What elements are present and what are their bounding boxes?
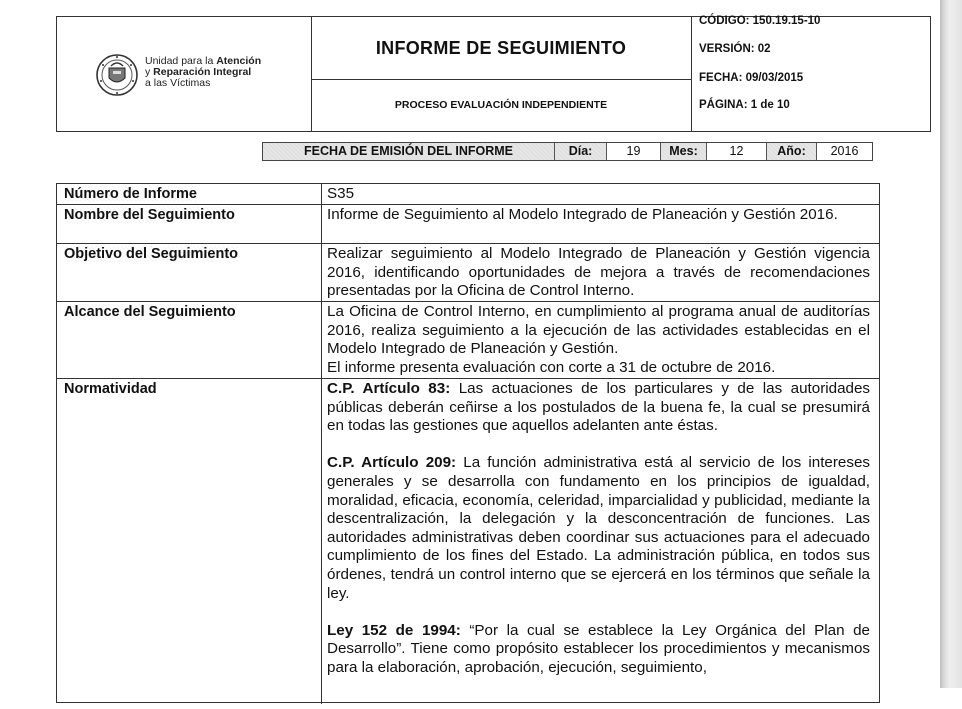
row-label-report-number: Número de Informe bbox=[64, 186, 197, 202]
version-label: VERSIÓN: 02 bbox=[699, 43, 771, 55]
logo-cell bbox=[57, 17, 312, 131]
month-value: 12 bbox=[707, 143, 767, 160]
logo-wordmark: Unidad para la Atención y Reparación Integral a las Víctimas bbox=[145, 55, 262, 89]
emission-label: FECHA DE EMISIÓN DEL INFORME bbox=[263, 143, 555, 160]
regulation-cp-83: C.P. Artículo 83: Las actuaciones de los particulares y de las autoridades públicas deberán ceñirse a los postulados de la buena fe, la cual se presumirá en todas las gestiones que aquellos adelanten ante éstas. bbox=[327, 380, 871, 435]
table-row bbox=[57, 184, 879, 205]
report-info-table bbox=[56, 183, 880, 703]
tracking-name-value: Informe de Seguimiento al Modelo Integrado de Planeación y Gestión 2016. bbox=[327, 206, 838, 223]
objective-value: Realizar seguimiento al Modelo Integrado de Planeación y Gestión vigencia 2016, identificando oportunidades de mejora a través de recomendaciones presentadas por la Oficina de Control Interno. bbox=[327, 245, 870, 300]
year-value: 2016 bbox=[817, 143, 872, 160]
regulation-ley-152: Ley 152 de 1994: “Por la cual se establece la Ley Orgánica del Plan de Desarrollo”. Tiene como propósito establecer los procedimientos y mecanismos para la elaboración, aprobación, ejecución, seguimiento, bbox=[327, 621, 870, 676]
row-label-scope: Alcance del Seguimiento bbox=[64, 304, 236, 320]
coat-of-arms-logo bbox=[95, 53, 139, 97]
table-row bbox=[57, 302, 879, 379]
row-label-objective: Objetivo del Seguimiento bbox=[64, 246, 239, 262]
table-row bbox=[57, 244, 879, 302]
codigo-label: CÓDIGO: 150.19.15-10 bbox=[699, 15, 821, 27]
row-label-regulations: Normatividad bbox=[64, 381, 157, 397]
table-row bbox=[57, 205, 879, 244]
row-label-tracking-name: Nombre del Seguimiento bbox=[64, 207, 235, 223]
scope-value bbox=[327, 303, 870, 377]
emission-date-strip bbox=[262, 142, 873, 161]
pagina-label: PÁGINA: 1 de 10 bbox=[699, 99, 790, 111]
process-name: PROCESO EVALUACIÓN INDEPENDIENTE bbox=[394, 99, 608, 111]
report-number-value: S35 bbox=[327, 185, 355, 202]
fecha-label: FECHA: 09/03/2015 bbox=[699, 72, 804, 84]
scope-paragraph: La Oficina de Control Interno, en cumplimiento al programa anual de auditorías 2016, realiza seguimiento a la ejecución de las actividades establecidas en el Modelo Integrado de Planeación y Gestión. bbox=[327, 303, 870, 358]
year-label: Año: bbox=[767, 143, 817, 160]
page-edge-shadow bbox=[940, 0, 962, 688]
day-label: Día: bbox=[555, 143, 607, 160]
scope-cutoff-note: El informe presenta evaluación con corte a 31 de octubre de 2016. bbox=[327, 358, 776, 376]
regulations-value bbox=[327, 380, 870, 678]
title-cell bbox=[311, 17, 692, 131]
document-header bbox=[56, 16, 931, 132]
month-label: Mes: bbox=[661, 143, 707, 160]
document-title: INFORME DE SEGUIMIENTO bbox=[311, 17, 691, 80]
table-row bbox=[57, 379, 879, 709]
regulation-cp-209: C.P. Artículo 209: La función administrativa está al servicio de los intereses generales y se desarrolla con fundamento en los principios de igualdad, moralidad, eficacia, economía, celeridad, imparcialidad y publicidad, mediante la descentralización, la delegación y la desconcentración de funciones. Las autoridades administrativas deben coordinar sus actuaciones para el adecuado cumplimiento de los fines del Estado. La administración pública, en todos sus órdenes, tendrá un control interno que se ejercerá en los términos que señale la ley. bbox=[327, 454, 870, 602]
day-value: 19 bbox=[607, 143, 661, 160]
